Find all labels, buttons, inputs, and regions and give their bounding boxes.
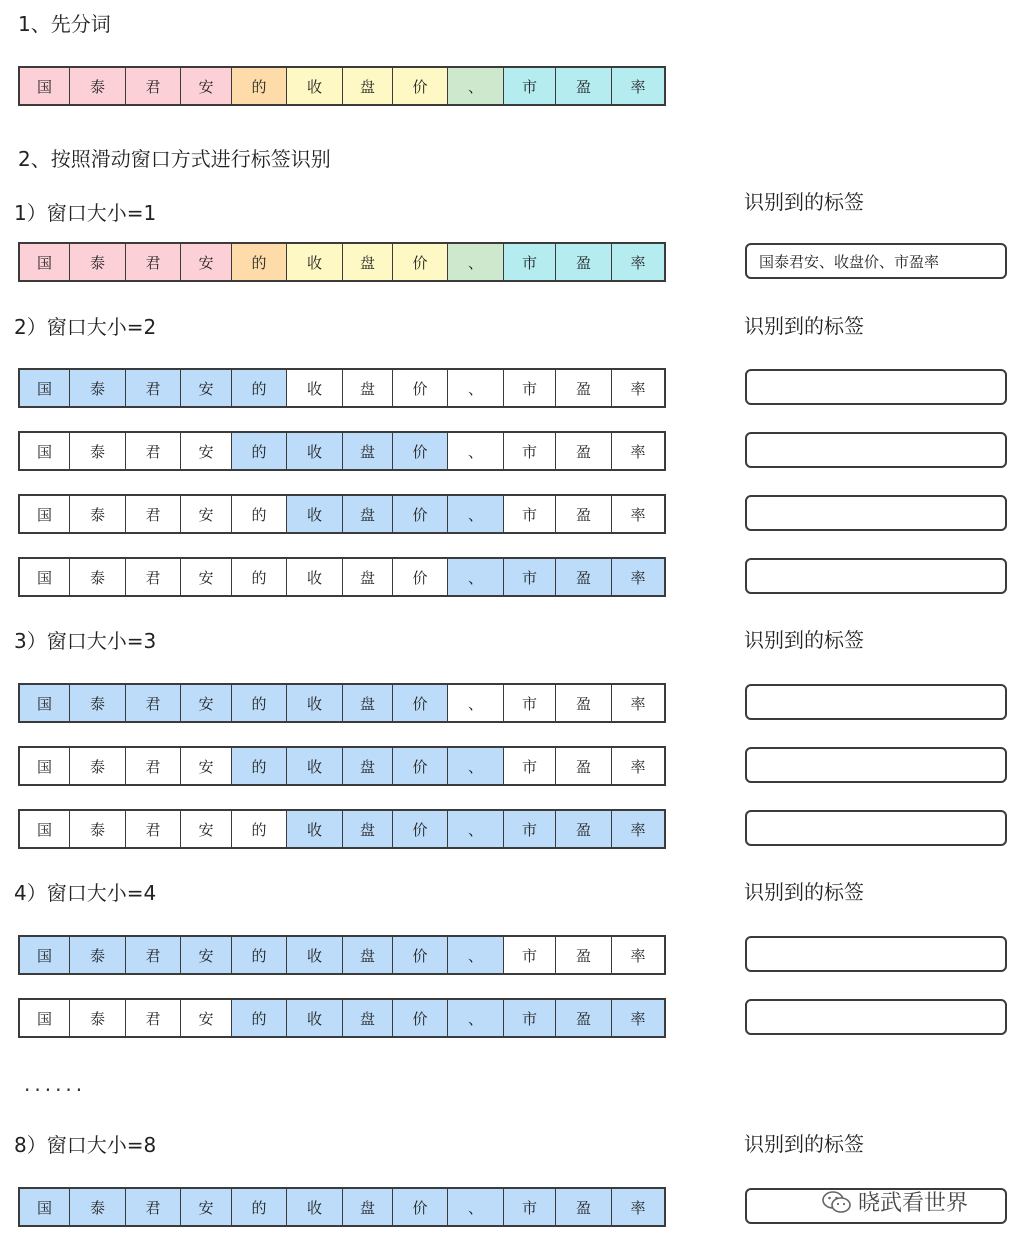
token-cell: 率 bbox=[612, 68, 664, 104]
token-cell: 率 bbox=[612, 685, 664, 721]
token-cell: 国 bbox=[20, 370, 70, 406]
step2-heading: 2、按照滑动窗口方式进行标签识别 bbox=[18, 147, 331, 171]
token-cell: 国 bbox=[20, 559, 70, 595]
token-cell: 市 bbox=[504, 244, 556, 280]
token-row-w2c bbox=[18, 494, 666, 534]
token-cell: 安 bbox=[181, 1000, 232, 1036]
token-cell: 、 bbox=[448, 496, 504, 532]
token-cell: 盘 bbox=[343, 496, 393, 532]
token-cell: 国 bbox=[20, 1000, 70, 1036]
token-cell: 君 bbox=[126, 1000, 181, 1036]
token-cell: 盘 bbox=[343, 811, 393, 847]
token-row-seg bbox=[18, 66, 666, 106]
token-cell: 率 bbox=[612, 1189, 664, 1225]
token-cell: 市 bbox=[504, 496, 556, 532]
token-cell: 价 bbox=[393, 1189, 448, 1225]
token-cell: 价 bbox=[393, 811, 448, 847]
token-cell: 、 bbox=[448, 559, 504, 595]
token-cell: 盈 bbox=[556, 244, 612, 280]
token-cell: 价 bbox=[393, 559, 448, 595]
token-cell: 安 bbox=[181, 433, 232, 469]
tag-box-w3c bbox=[745, 810, 1007, 846]
step1-heading: 1、先分词 bbox=[18, 12, 111, 36]
token-cell: 、 bbox=[448, 685, 504, 721]
tag-box-w2c bbox=[745, 495, 1007, 531]
tags-label-3: 识别到的标签 bbox=[744, 628, 864, 652]
token-cell: 盘 bbox=[343, 685, 393, 721]
token-cell: 国 bbox=[20, 811, 70, 847]
token-cell: 泰 bbox=[70, 244, 126, 280]
token-cell: 盘 bbox=[343, 1189, 393, 1225]
token-cell: 泰 bbox=[70, 1000, 126, 1036]
token-cell: 国 bbox=[20, 433, 70, 469]
token-cell: 安 bbox=[181, 1189, 232, 1225]
token-cell: 盈 bbox=[556, 811, 612, 847]
token-row-w2a bbox=[18, 368, 666, 408]
token-cell: 安 bbox=[181, 811, 232, 847]
token-cell: 国 bbox=[20, 937, 70, 973]
token-cell: 收 bbox=[287, 937, 343, 973]
token-cell: 盘 bbox=[343, 937, 393, 973]
token-cell: 泰 bbox=[70, 748, 126, 784]
token-cell: 君 bbox=[126, 370, 181, 406]
token-cell: 市 bbox=[504, 1000, 556, 1036]
wechat-icon bbox=[822, 1190, 852, 1214]
token-cell: 盘 bbox=[343, 1000, 393, 1036]
tag-box-w4a bbox=[745, 936, 1007, 972]
token-cell: 的 bbox=[232, 433, 287, 469]
token-cell: 价 bbox=[393, 496, 448, 532]
token-cell: 泰 bbox=[70, 496, 126, 532]
token-cell: 收 bbox=[287, 370, 343, 406]
token-cell: 安 bbox=[181, 68, 232, 104]
tags-label-8: 识别到的标签 bbox=[744, 1132, 864, 1156]
token-cell: 盈 bbox=[556, 559, 612, 595]
token-cell: 价 bbox=[393, 748, 448, 784]
token-cell: 国 bbox=[20, 748, 70, 784]
tags-label-1: 识别到的标签 bbox=[744, 190, 864, 214]
token-cell: 收 bbox=[287, 559, 343, 595]
token-cell: 泰 bbox=[70, 68, 126, 104]
token-cell: 君 bbox=[126, 68, 181, 104]
token-cell: 收 bbox=[287, 433, 343, 469]
token-cell: 君 bbox=[126, 811, 181, 847]
token-cell: 、 bbox=[448, 68, 504, 104]
token-cell: 安 bbox=[181, 937, 232, 973]
token-cell: 市 bbox=[504, 937, 556, 973]
token-cell: 泰 bbox=[70, 559, 126, 595]
token-cell: 的 bbox=[232, 1189, 287, 1225]
tag-box-w2d bbox=[745, 558, 1007, 594]
tag-box-w2a bbox=[745, 369, 1007, 405]
token-cell: 、 bbox=[448, 937, 504, 973]
token-cell: 收 bbox=[287, 811, 343, 847]
token-cell: 收 bbox=[287, 1189, 343, 1225]
tag-box-w4b bbox=[745, 999, 1007, 1035]
token-cell: 国 bbox=[20, 244, 70, 280]
token-cell: 市 bbox=[504, 748, 556, 784]
token-cell: 价 bbox=[393, 1000, 448, 1036]
token-cell: 盘 bbox=[343, 68, 393, 104]
token-cell: 盈 bbox=[556, 496, 612, 532]
token-cell: 的 bbox=[232, 1000, 287, 1036]
token-cell: 价 bbox=[393, 937, 448, 973]
token-cell: 盈 bbox=[556, 685, 612, 721]
token-cell: 盘 bbox=[343, 433, 393, 469]
token-cell: 、 bbox=[448, 748, 504, 784]
token-cell: 盈 bbox=[556, 748, 612, 784]
token-cell: 盈 bbox=[556, 370, 612, 406]
token-cell: 盘 bbox=[343, 370, 393, 406]
token-cell: 安 bbox=[181, 244, 232, 280]
token-row-w1 bbox=[18, 242, 666, 282]
token-cell: 价 bbox=[393, 68, 448, 104]
token-cell: 市 bbox=[504, 68, 556, 104]
token-cell: 的 bbox=[232, 244, 287, 280]
token-cell: 安 bbox=[181, 559, 232, 595]
token-cell: 、 bbox=[448, 1189, 504, 1225]
token-cell: 的 bbox=[232, 370, 287, 406]
token-cell: 盈 bbox=[556, 1000, 612, 1036]
token-row-w4a bbox=[18, 935, 666, 975]
token-cell: 的 bbox=[232, 685, 287, 721]
token-cell: 盘 bbox=[343, 559, 393, 595]
token-row-w2b bbox=[18, 431, 666, 471]
window-3-heading: 3）窗口大小=3 bbox=[14, 629, 157, 653]
token-cell: 的 bbox=[232, 937, 287, 973]
token-cell: 安 bbox=[181, 496, 232, 532]
token-cell: 市 bbox=[504, 811, 556, 847]
tag-box-w1: 国泰君安、收盘价、市盈率 bbox=[745, 243, 1007, 279]
token-cell: 泰 bbox=[70, 811, 126, 847]
token-row-w2d bbox=[18, 557, 666, 597]
token-cell: 君 bbox=[126, 496, 181, 532]
token-row-w3c bbox=[18, 809, 666, 849]
watermark bbox=[822, 1186, 968, 1217]
token-cell: 率 bbox=[612, 496, 664, 532]
token-cell: 率 bbox=[612, 559, 664, 595]
token-cell: 泰 bbox=[70, 370, 126, 406]
token-cell: 收 bbox=[287, 748, 343, 784]
token-cell: 价 bbox=[393, 433, 448, 469]
token-cell: 国 bbox=[20, 1189, 70, 1225]
token-cell: 的 bbox=[232, 559, 287, 595]
token-cell: 泰 bbox=[70, 685, 126, 721]
token-row-w4b bbox=[18, 998, 666, 1038]
token-cell: 率 bbox=[612, 811, 664, 847]
token-cell: 收 bbox=[287, 496, 343, 532]
token-cell: 的 bbox=[232, 748, 287, 784]
token-cell: 盘 bbox=[343, 244, 393, 280]
token-cell: 君 bbox=[126, 559, 181, 595]
token-cell: 泰 bbox=[70, 1189, 126, 1225]
token-cell: 国 bbox=[20, 496, 70, 532]
tag-box-w2b bbox=[745, 432, 1007, 468]
token-cell: 盘 bbox=[343, 748, 393, 784]
token-cell: 君 bbox=[126, 433, 181, 469]
tags-label-2: 识别到的标签 bbox=[744, 314, 864, 338]
token-cell: 盈 bbox=[556, 68, 612, 104]
window-8-heading: 8）窗口大小=8 bbox=[14, 1133, 157, 1157]
token-cell: 君 bbox=[126, 244, 181, 280]
token-row-w3b bbox=[18, 746, 666, 786]
tags-label-4: 识别到的标签 bbox=[744, 880, 864, 904]
token-cell: 价 bbox=[393, 685, 448, 721]
token-cell: 市 bbox=[504, 559, 556, 595]
token-cell: 国 bbox=[20, 68, 70, 104]
token-cell: 收 bbox=[287, 685, 343, 721]
token-cell: 国 bbox=[20, 685, 70, 721]
token-cell: 、 bbox=[448, 811, 504, 847]
ellipsis: ...... bbox=[24, 1072, 87, 1096]
token-cell: 收 bbox=[287, 244, 343, 280]
token-cell: 率 bbox=[612, 433, 664, 469]
tag-box-w3b bbox=[745, 747, 1007, 783]
token-cell: 市 bbox=[504, 1189, 556, 1225]
token-cell: 收 bbox=[287, 1000, 343, 1036]
token-cell: 君 bbox=[126, 1189, 181, 1225]
token-cell: 价 bbox=[393, 244, 448, 280]
token-cell: 市 bbox=[504, 370, 556, 406]
token-row-w8 bbox=[18, 1187, 666, 1227]
token-cell: 市 bbox=[504, 433, 556, 469]
watermark-text: 晓武看世界 bbox=[858, 1191, 969, 1216]
token-cell: 的 bbox=[232, 496, 287, 532]
token-row-w3a bbox=[18, 683, 666, 723]
token-cell: 率 bbox=[612, 937, 664, 973]
token-cell: 率 bbox=[612, 1000, 664, 1036]
token-cell: 率 bbox=[612, 244, 664, 280]
token-cell: 君 bbox=[126, 937, 181, 973]
token-cell: 、 bbox=[448, 370, 504, 406]
token-cell: 泰 bbox=[70, 433, 126, 469]
token-cell: 价 bbox=[393, 370, 448, 406]
token-cell: 君 bbox=[126, 685, 181, 721]
token-cell: 、 bbox=[448, 244, 504, 280]
token-cell: 收 bbox=[287, 68, 343, 104]
token-cell: 盈 bbox=[556, 433, 612, 469]
token-cell: 君 bbox=[126, 748, 181, 784]
token-cell: 率 bbox=[612, 748, 664, 784]
window-1-heading: 1）窗口大小=1 bbox=[14, 201, 157, 225]
token-cell: 盈 bbox=[556, 1189, 612, 1225]
token-cell: 安 bbox=[181, 685, 232, 721]
token-cell: 市 bbox=[504, 685, 556, 721]
token-cell: 盈 bbox=[556, 937, 612, 973]
token-cell: 的 bbox=[232, 811, 287, 847]
token-cell: 、 bbox=[448, 433, 504, 469]
window-4-heading: 4）窗口大小=4 bbox=[14, 881, 157, 905]
token-cell: 安 bbox=[181, 748, 232, 784]
token-cell: 率 bbox=[612, 370, 664, 406]
token-cell: 泰 bbox=[70, 937, 126, 973]
token-cell: 安 bbox=[181, 370, 232, 406]
token-cell: 、 bbox=[448, 1000, 504, 1036]
window-2-heading: 2）窗口大小=2 bbox=[14, 315, 157, 339]
token-cell: 的 bbox=[232, 68, 287, 104]
tag-box-w3a bbox=[745, 684, 1007, 720]
